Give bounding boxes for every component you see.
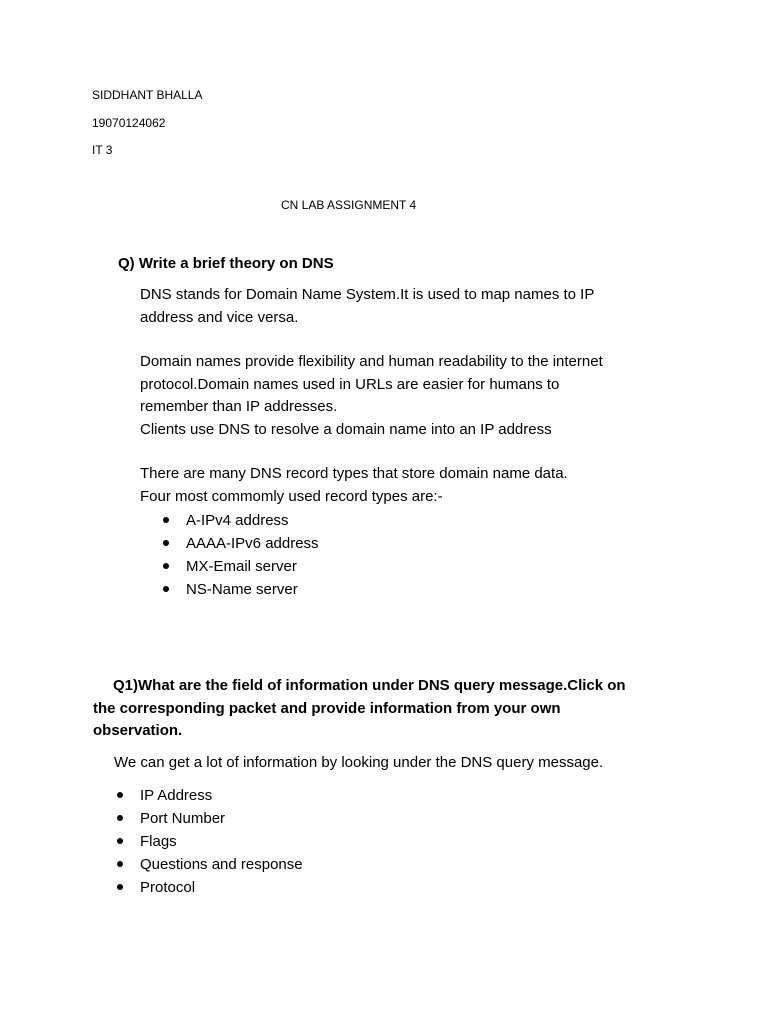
bullet-icon (117, 792, 123, 798)
theory-paragraph-2 (140, 351, 603, 441)
class-label: IT 3 (92, 143, 113, 157)
bullet-icon (117, 884, 123, 890)
paragraph-line: Four most commomly used record types are:- (140, 487, 443, 505)
bullet-icon (163, 563, 169, 569)
list-item: Protocol (140, 876, 303, 899)
question-line: Q1)What are the field of information under DNS query message.Click on (113, 677, 626, 694)
question-line: observation. (93, 722, 183, 739)
paragraph-line: protocol.Domain names used in URLs are easier for humans to (140, 375, 560, 393)
q1-intro: We can get a lot of information by looking under the DNS query message. (114, 754, 604, 771)
query-fields-list (140, 784, 303, 899)
list-item: AAAA-IPv6 address (186, 532, 319, 555)
theory-paragraph-3 (140, 463, 568, 508)
bullet-icon (117, 861, 123, 867)
q1-question (93, 675, 626, 743)
assignment-title: CN LAB ASSIGNMENT 4 (281, 198, 417, 212)
student-name: SIDDHANT BHALLA (92, 88, 203, 102)
bullet-icon (117, 815, 123, 821)
paragraph-line: There are many DNS record types that store domain name data. (140, 465, 568, 482)
list-item: Port Number (140, 807, 303, 830)
list-item: MX-Email server (186, 555, 319, 578)
list-item: A-IPv4 address (186, 509, 319, 532)
paragraph-line: DNS stands for Domain Name System.It is used to map names to IP (140, 286, 595, 303)
list-item: Questions and response (140, 853, 303, 876)
list-item: Flags (140, 830, 303, 853)
list-item: IP Address (140, 784, 303, 807)
bullet-icon (117, 838, 123, 844)
bullet-icon (163, 540, 169, 546)
record-types-list (186, 509, 319, 601)
theory-question: Q) Write a brief theory on DNS (118, 255, 334, 272)
theory-paragraph-1 (140, 284, 594, 329)
paragraph-line: address and vice versa. (140, 308, 299, 326)
paragraph-line: Domain names provide flexibility and human readability to the internet (140, 353, 603, 370)
bullet-icon (163, 517, 169, 523)
roll-number: 19070124062 (92, 116, 166, 130)
paragraph-line: remember than IP addresses. (140, 398, 338, 415)
question-line: the corresponding packet and provide information from your own (93, 699, 561, 717)
paragraph-line: Clients use DNS to resolve a domain name into an IP address (140, 420, 552, 438)
bullet-icon (163, 586, 169, 592)
list-item: NS-Name server (186, 578, 319, 601)
